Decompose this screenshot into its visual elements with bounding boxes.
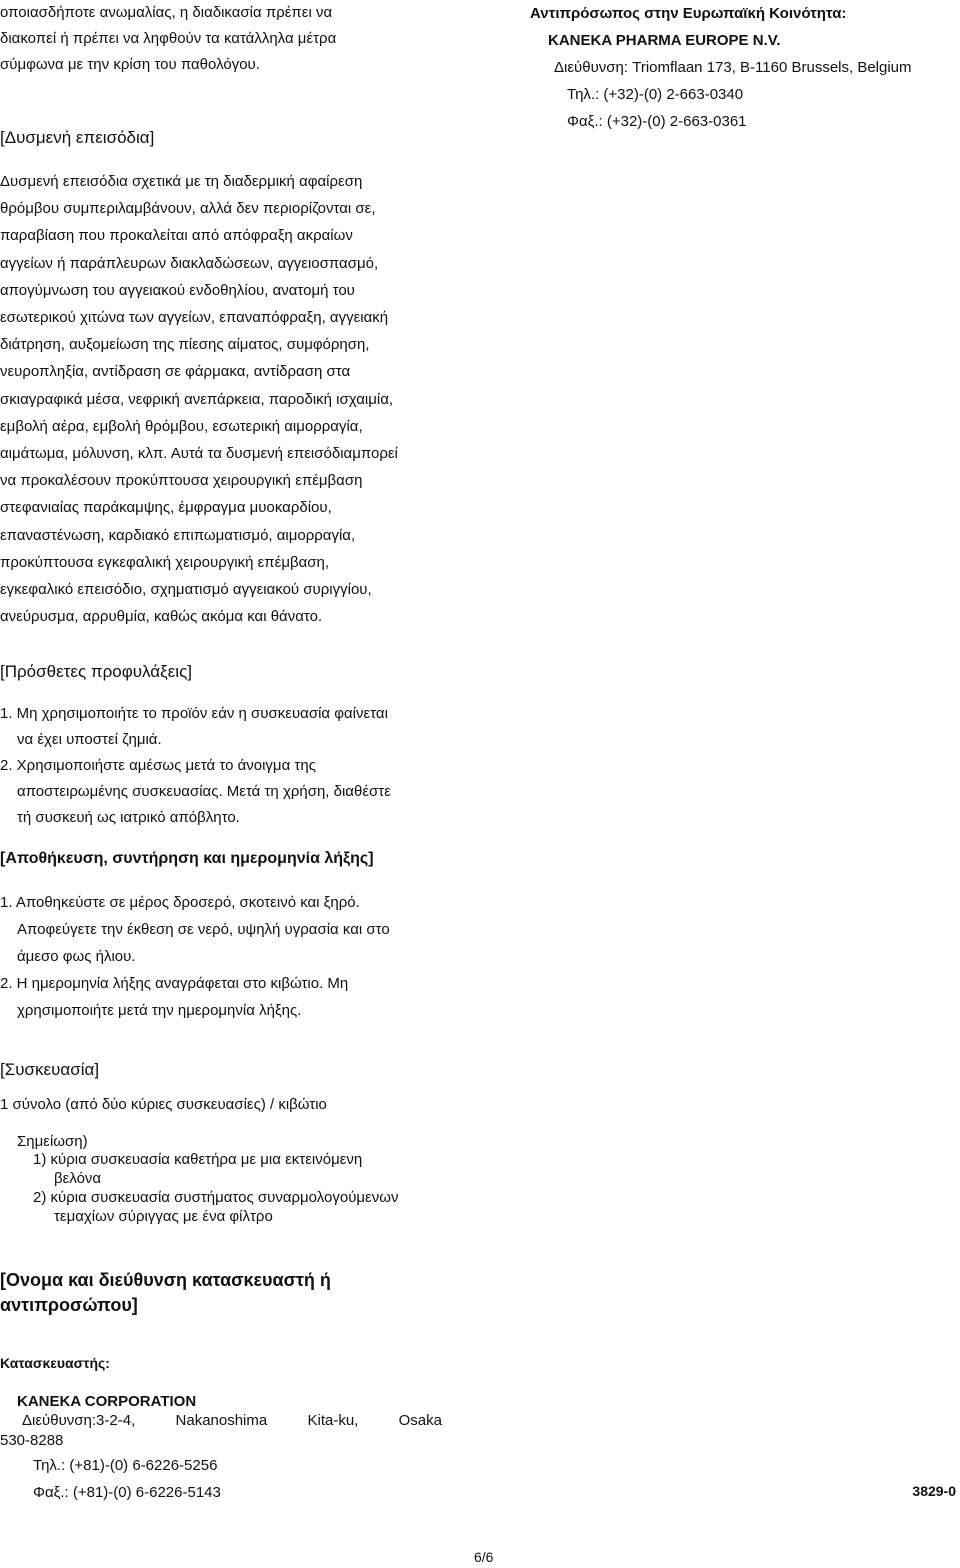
packaging-note-label: Σημείωση) bbox=[17, 1133, 88, 1150]
adverse-line: θρόμβου συμπεριλαμβάνουν, αλλά δεν περιορίζονται σε, bbox=[0, 200, 376, 218]
representative-company: KANEKA PHARMA EUROPE N.V. bbox=[548, 32, 781, 49]
manufacturer-heading-line: [Ονομα και διεύθυνση κατασκευαστή ή bbox=[0, 1270, 331, 1290]
packaging-notes bbox=[33, 1150, 398, 1226]
precaution-line: 1. Μη χρησιμοποιήτε το προϊόν εάν η συσκευασία φαίνεται bbox=[0, 705, 388, 722]
manufacturer-postal: 530-8288 bbox=[0, 1432, 64, 1449]
page-number: 6/6 bbox=[474, 1549, 494, 1565]
storage-line: χρησιμοποιήτε μετά την ημερομηνία λήξης. bbox=[17, 1002, 302, 1019]
adverse-line: απογύμνωση του αγγειακού ενδοθηλίου, ανατομή του bbox=[0, 281, 355, 299]
storage-line: 1. Αποθηκεύστε σε μέρος δροσερό, σκοτεινό και ξηρό. bbox=[0, 894, 360, 911]
storage-line: άμεσο φως ήλιου. bbox=[17, 948, 136, 965]
manufacturer-address bbox=[22, 1408, 442, 1434]
intro-text-block bbox=[0, 0, 336, 78]
precautions-text bbox=[0, 701, 391, 831]
packaging-note-line: βελόνα bbox=[54, 1170, 102, 1187]
packaging-note-line: 1) κύρια συσκευασία καθετήρα με μια εκτεινόμενη bbox=[33, 1151, 363, 1168]
eu-representative-block bbox=[530, 0, 912, 135]
adverse-line: παραβίαση που προκαλείται από απόφραξη ακραίων bbox=[0, 227, 353, 245]
precaution-line: αποστειρωμένης συσκευασίας. Μετά τη χρήση, διαθέστε bbox=[17, 783, 391, 800]
adverse-line: αγγείων ή παράπλευρων διακλαδώσεων, αγγειοσπασμό, bbox=[0, 254, 379, 272]
representative-heading: Αντιπρόσωπος στην Ευρωπαϊκή Κοινότητα: bbox=[530, 5, 847, 22]
packaging-note-line: 2) κύρια συσκευασία συστήματος συναρμολογούμενων bbox=[33, 1189, 399, 1206]
intro-line: διακοπεί ή πρέπει να ληφθούν τα κατάλληλα μέτρα bbox=[0, 30, 337, 47]
adverse-line: προκύπτουσα εγκεφαλική χειρουργική επέμβαση, bbox=[0, 553, 330, 571]
adverse-events-text bbox=[0, 168, 398, 630]
manufacturer-tel: Τηλ.: (+81)-(0) 6-6226-5256 bbox=[33, 1457, 218, 1474]
address-word: Kita-ku, bbox=[307, 1412, 359, 1429]
adverse-events-heading: [Δυσμενή επεισόδια] bbox=[0, 128, 155, 147]
document-code: 3829-0 bbox=[912, 1483, 956, 1499]
adverse-line: αιμάτωμα, μόλυνση, κλπ. Αυτά τα δυσμενή επεισόδιαμπορεί bbox=[0, 445, 398, 463]
adverse-line: στεφανιαίας παράκαμψης, έμφραγμα μυοκαρδίου, bbox=[0, 499, 332, 517]
manufacturer-fax: Φαξ.: (+81)-(0) 6-6226-5143 bbox=[33, 1484, 221, 1501]
packaging-summary: 1 σύνολο (από δύο κύριες συσκευασίες) / κιβώτιο bbox=[0, 1096, 327, 1113]
adverse-line: να προκαλέσουν προκύπτουσα χειρουργική επέμβαση bbox=[0, 472, 363, 490]
adverse-line: σκιαγραφικά μέσα, νεφρική ανεπάρκεια, παροδική ισχαιμία, bbox=[0, 390, 394, 408]
packaging-note-line: τεμαχίων σύριγγας με ένα φίλτρο bbox=[54, 1208, 273, 1225]
representative-fax: Φαξ.: (+32)-(0) 2-663-0361 bbox=[567, 113, 747, 130]
intro-line: οποιασδήποτε ανωμαλίας, η διαδικασία πρέπει να bbox=[0, 4, 333, 21]
manufacturer-heading bbox=[0, 1268, 331, 1318]
representative-tel: Τηλ.: (+32)-(0) 2-663-0340 bbox=[567, 86, 744, 103]
address-word: Διεύθυνση:3-2-4, bbox=[22, 1412, 136, 1429]
adverse-line: επαναστένωση, καρδιακό επιπωματισμό, αιμορραγία, bbox=[0, 526, 356, 544]
storage-text bbox=[0, 889, 390, 1024]
precautions-heading: [Πρόσθετες προφυλάξεις] bbox=[0, 662, 192, 681]
adverse-line: εγκεφαλικό επεισόδιο, σχηματισμό αγγειακού συριγγίου, bbox=[0, 581, 372, 599]
adverse-line: εμβολή αέρα, εμβολή θρόμβου, εσωτερική αιμορραγία, bbox=[0, 417, 363, 435]
address-word: Osaka bbox=[398, 1412, 442, 1429]
precaution-line: να έχει υποστεί ζημιά. bbox=[17, 731, 162, 748]
storage-line: Αποφεύγετε την έκθεση σε νερό, υψηλή υγρασία και στο bbox=[17, 921, 390, 938]
intro-line: σύμφωνα με την κρίση του παθολόγου. bbox=[0, 56, 260, 73]
address-word: Nakanoshima bbox=[175, 1412, 268, 1429]
precaution-line: 2. Χρησιμοποιήστε αμέσως μετά το άνοιγμα της bbox=[0, 757, 316, 774]
adverse-line: Δυσμενή επεισόδια σχετικά με τη διαδερμική αφαίρεση bbox=[0, 173, 363, 190]
adverse-line: ανεύρυσμα, αρρυθμία, καθώς ακόμα και θάνατο. bbox=[0, 608, 323, 626]
manufacturer-company: KANEKA CORPORATION bbox=[17, 1393, 197, 1410]
representative-address: Διεύθυνση: Triomflaan 173, B-1160 Brussels, Belgium bbox=[554, 59, 912, 76]
precaution-line: τή συσκευή ως ιατρικό απόβλητο. bbox=[17, 809, 240, 826]
adverse-line: διάτρηση, αυξομείωση της πίεσης αίματος, συμφόρηση, bbox=[0, 336, 370, 354]
storage-heading: [Αποθήκευση, συντήρηση και ημερομηνία λήξης] bbox=[0, 850, 374, 867]
adverse-line: νευροπληξία, αντίδραση σε φάρμακα, αντίδραση στα bbox=[0, 363, 351, 381]
packaging-heading: [Συσκευασία] bbox=[0, 1060, 100, 1079]
manufacturer-label: Κατασκευαστής: bbox=[0, 1355, 110, 1371]
storage-line: 2. Η ημερομηνία λήξης αναγράφεται στο κιβώτιο. Μη bbox=[0, 975, 349, 992]
manufacturer-heading-line: αντιπροσώπου] bbox=[0, 1295, 138, 1315]
adverse-line: εσωτερικού χιτώνα των αγγείων, επαναπόφραξη, αγγειακή bbox=[0, 309, 389, 327]
